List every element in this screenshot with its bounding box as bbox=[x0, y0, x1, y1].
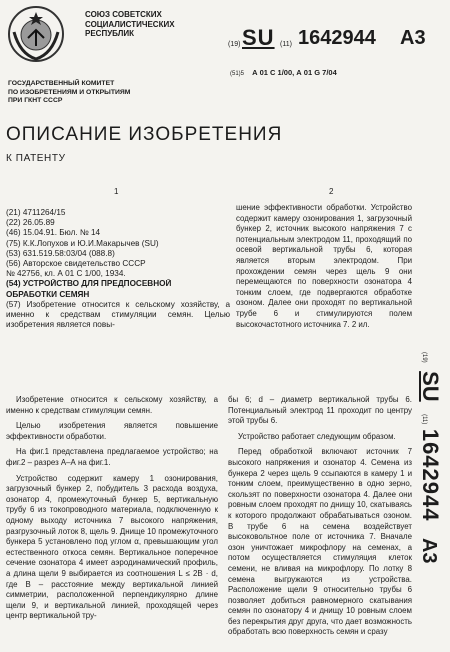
committee-line: ПРИ ГКНТ СССР bbox=[8, 97, 63, 104]
biblio-line: (53) 631.519.58:03/04 (088.8) bbox=[6, 248, 115, 258]
paragraph: бы 6; d – диаметр вертикальной трубы 6. Потенциальный электрод 11 проходит по центру этой трубы 6. bbox=[228, 395, 412, 426]
side-document-kind: А3 bbox=[418, 537, 440, 564]
description-right-column bbox=[228, 395, 412, 650]
page-subtitle: К ПАТЕНТУ bbox=[6, 153, 66, 164]
biblio-line: (21) 4711264/15 bbox=[6, 208, 66, 217]
abstract-right: шение эффективности обработки. Устройство содержит камеру озонирования 1, загрузочный бункер 2, источник высокого напряжения 7 с потенциальным электродом 11, проходящий по осевой вертикальной трубы 6, которая является вторым электродом. При прохождении семян через щель 9 они перемещаются по поверхности озонатора 4 тонким слоем, где подвергаются обработке озоном. Далее они проходят по вертикальной трубе 6 и стимулируются полем высокочастотного источника 7. 2 ил. bbox=[236, 203, 412, 329]
side-country-code: SU bbox=[418, 371, 443, 402]
committee-line: ГОСУДАРСТВЕННЫЙ КОМИТЕТ bbox=[8, 80, 115, 87]
invention-title: ОБРАБОТКИ СЕМЯН bbox=[6, 289, 90, 299]
biblio-line: (75) К.К.Лопухов и Ю.И.Макарычев (SU) bbox=[6, 238, 159, 248]
biblio-line: (56) Авторское свидетельство СССР bbox=[6, 259, 146, 269]
country-line: СОЦИАЛИСТИЧЕСКИХ bbox=[85, 19, 175, 29]
bibliographic-data bbox=[6, 208, 230, 330]
side-code-19: (19) bbox=[421, 352, 427, 363]
biblio-line: (22) 26.05.89 bbox=[6, 218, 55, 228]
ipc-classification bbox=[230, 68, 337, 77]
committee-name bbox=[8, 80, 178, 106]
paragraph: На фиг.1 представлена предлагаемое устройство; на фиг.2 – разрез А–А на фиг.1. bbox=[6, 447, 218, 467]
country-code: SU bbox=[242, 25, 275, 50]
paragraph: Целью изобретения является повышение эффективности обработки. bbox=[6, 421, 218, 441]
ipc-code: (51)5 bbox=[230, 71, 245, 77]
paragraph: Устройство работает следующим образом. bbox=[238, 431, 396, 441]
side-code-11: (11) bbox=[421, 414, 427, 425]
code-11: (11) bbox=[280, 41, 292, 48]
biblio-line: № 42756, кл. А 01 С 1/00, 1934. bbox=[6, 269, 126, 279]
abstract-left: (57) Изобретение относится к сельскому хозяйству, а именно к средствам стимуляции семян. Целью изобретения является повы- bbox=[6, 299, 230, 330]
column-number-left: 1 bbox=[114, 187, 119, 196]
page-title: ОПИСАНИЕ ИЗОБРЕТЕНИЯ bbox=[6, 124, 283, 145]
biblio-line: (46) 15.04.91. Бюл. № 14 bbox=[6, 228, 101, 238]
document-kind: А3 bbox=[400, 27, 426, 49]
country-name bbox=[85, 10, 205, 39]
paragraph: Устройство содержит камеру 1 озонирования, загрузочный бункер 2, побудитель 3 расхода воздуха, озонатор 4, промежуточный бункер 5, вертикальную трубу 6 из токопроводного материала, подключенную к одному выходу источника 7 высокого напряжения, разгрузочный лоток 8, щель 9. Днище 10 промежуточного бункера 5 установлено под углом α, превышающим угол естественного откоса семян. Вертикальное поперечное сечение озонатора 4 имеет аэродинамический профиль, а длина щели 9 выбирается из соотношения L ≤ 2B · d, где В – расстояние между вертикальной линией симметрии, расположенной перпендикулярно длине щели 9, и вертикальной линией, проходящей через центр вертикальной тру- bbox=[6, 473, 218, 621]
paragraph: Перед обработкой включают источник 7 высокого напряжения и озонатор 4. Семена из бункера 2 через щель 9 ссыпаются в камеру 1 и тонким слоем, преимущественно в одно зерно, скользят по поверхности озонатора 4. Далее они ровным слоем проходят по днищу 10, скатываясь к которого продолжают обрабатываться озоном. В трубе 6 на семена воздействует высоковольтное поле от источника 7. Вначале озон уничтожает микрофлору на семенах, а потом осуществляется стимуляция клеток семени, не вливая на микрофлору. По лотку 8 семена выгружаются из устройства. Расположение щели 9 относительно трубы 6 позволяет добиться равномерного скатывания семян по озонатору 4 и днищу 10 ровным слоем без перекрытия друг друга, что дает возможность обработать всю поверхность семян и сразу bbox=[228, 447, 412, 637]
invention-title: (54) УСТРОЙСТВО ДЛЯ ПРЕДПОСЕВНОЙ bbox=[6, 279, 172, 289]
country-line: РЕСПУБЛИК bbox=[85, 29, 134, 38]
committee-line: ПО ИЗОБРЕТЕНИЯМ И ОТКРЫТИЯМ bbox=[8, 88, 131, 96]
column-number-right: 2 bbox=[329, 187, 334, 196]
side-patent-number: 1642944 bbox=[418, 428, 443, 522]
code-19: (19) bbox=[228, 41, 241, 48]
description-left-column bbox=[6, 395, 218, 650]
ipc-value: А 01 С 1/00, А 01 G 7/04 bbox=[252, 68, 337, 77]
state-emblem-icon bbox=[6, 4, 66, 64]
country-line: СОЮЗ СОВЕТСКИХ bbox=[85, 10, 162, 19]
paragraph: Изобретение относится к сельскому хозяйству, а именно к средствам стимуляции семян. bbox=[6, 395, 218, 415]
document-number bbox=[228, 22, 448, 52]
patent-number: 1642944 bbox=[298, 27, 376, 49]
side-document-number bbox=[415, 352, 449, 652]
